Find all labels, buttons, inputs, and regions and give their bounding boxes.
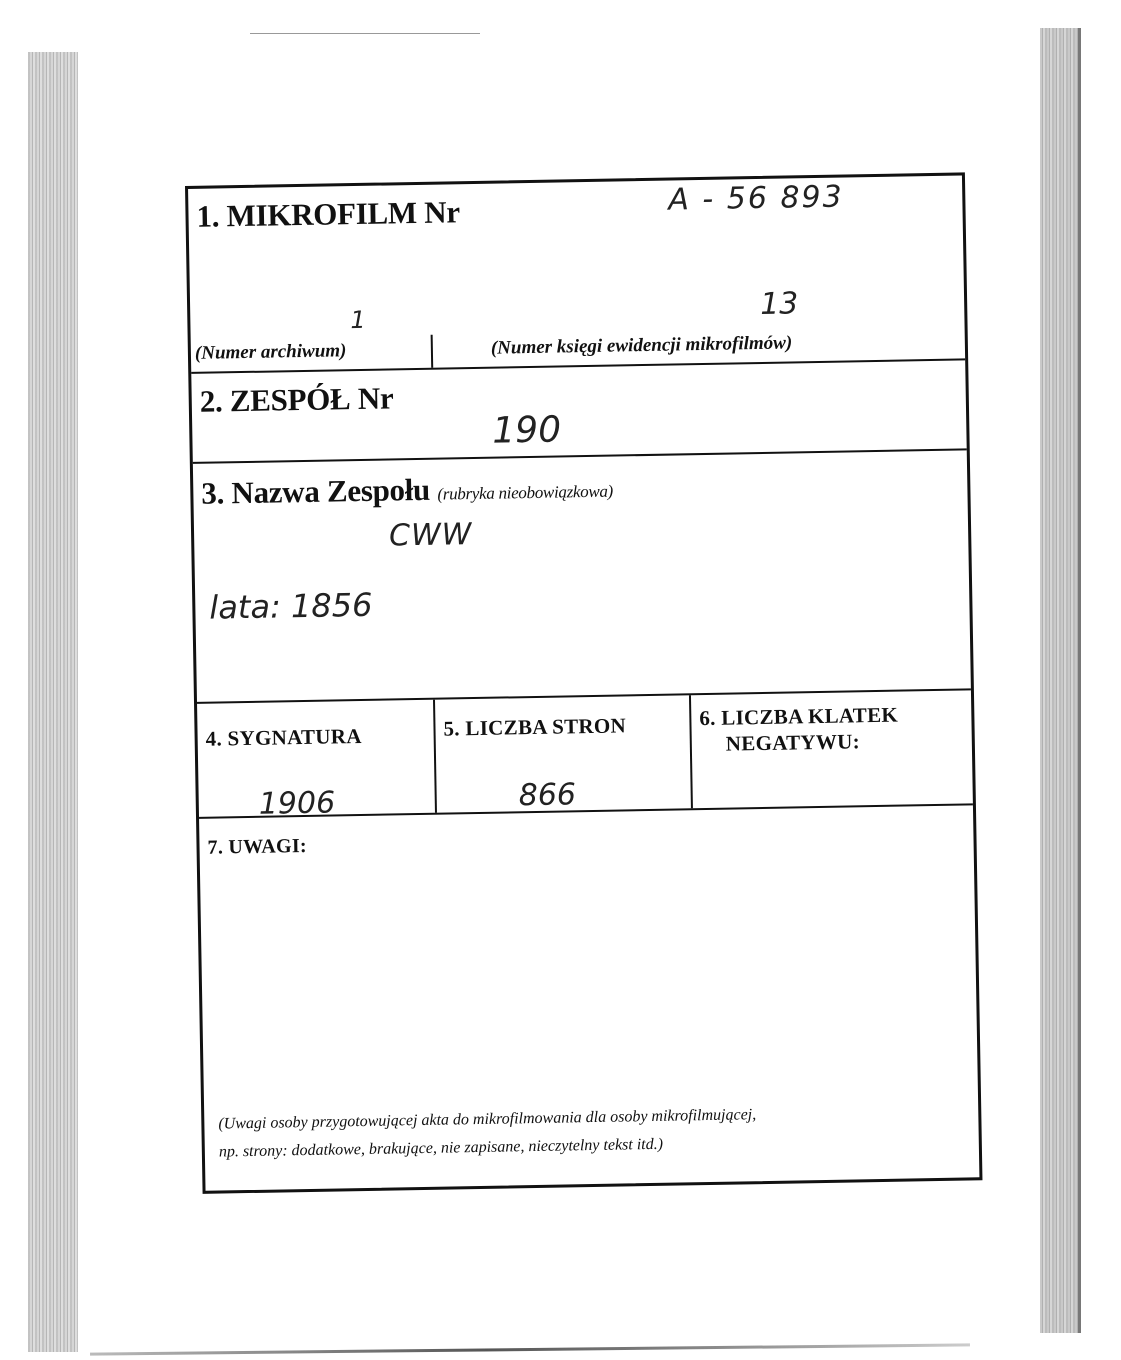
scan-artifact-top [250,33,480,34]
microfilm-number-value: A - 56 893 [668,179,844,218]
register-number-value: 13 [759,286,799,322]
section-details [197,690,973,822]
signature-value: 1906 [258,785,336,822]
section-4-label: 4. SYGNATURA [205,724,362,751]
section-7-label: 7. UWAGI: [207,834,308,859]
column-divider-1 [433,700,437,813]
archive-number-value: 1 [350,305,366,335]
remarks-instruction-line1: (Uwagi osoby przygotowującej akta do mikrofilmowania dla osoby mikrofilmującej, [218,1106,757,1133]
section-3-label: 3. Nazwa Zespołu [201,471,431,511]
scan-artifact-bottom [90,1343,970,1355]
section-6-label-line1: 6. LICZBA KLATEK [699,702,899,731]
scan-edge-left [28,52,78,1352]
remarks-instruction-line2: np. strony: dodatkowe, brakujące, nie zapisane, nieczytelny tekst itd.) [218,1135,664,1161]
archive-number-label: (Numer archiwum) [194,340,347,364]
fonds-number-value: 190 [491,409,562,452]
fonds-years-value: lata: 1856 [209,585,373,627]
register-number-label: (Numer księgi ewidencji mikrofilmów) [490,332,793,359]
section-5-label: 5. LICZBA STRON [443,713,627,741]
section-remarks [199,805,979,1190]
section-fonds-name [193,450,971,703]
microfilm-form [185,172,982,1193]
fonds-name-value: CWW [388,517,473,554]
section-2-label: 2. ZESPÓŁ Nr [199,380,394,419]
section-3-note: (rubryka nieobowiązkowa) [437,481,614,504]
section-microfilm-number [188,175,965,373]
section-6-label-line2: NEGATYWU: [725,729,861,756]
column-divider-2 [689,695,693,808]
section-1-label: 1. MIKROFILM Nr [196,194,461,234]
scan-edge-right [1040,28,1081,1333]
archive-divider [431,335,434,368]
page-count-value: 866 [518,777,577,814]
section-fonds-number [191,360,966,463]
